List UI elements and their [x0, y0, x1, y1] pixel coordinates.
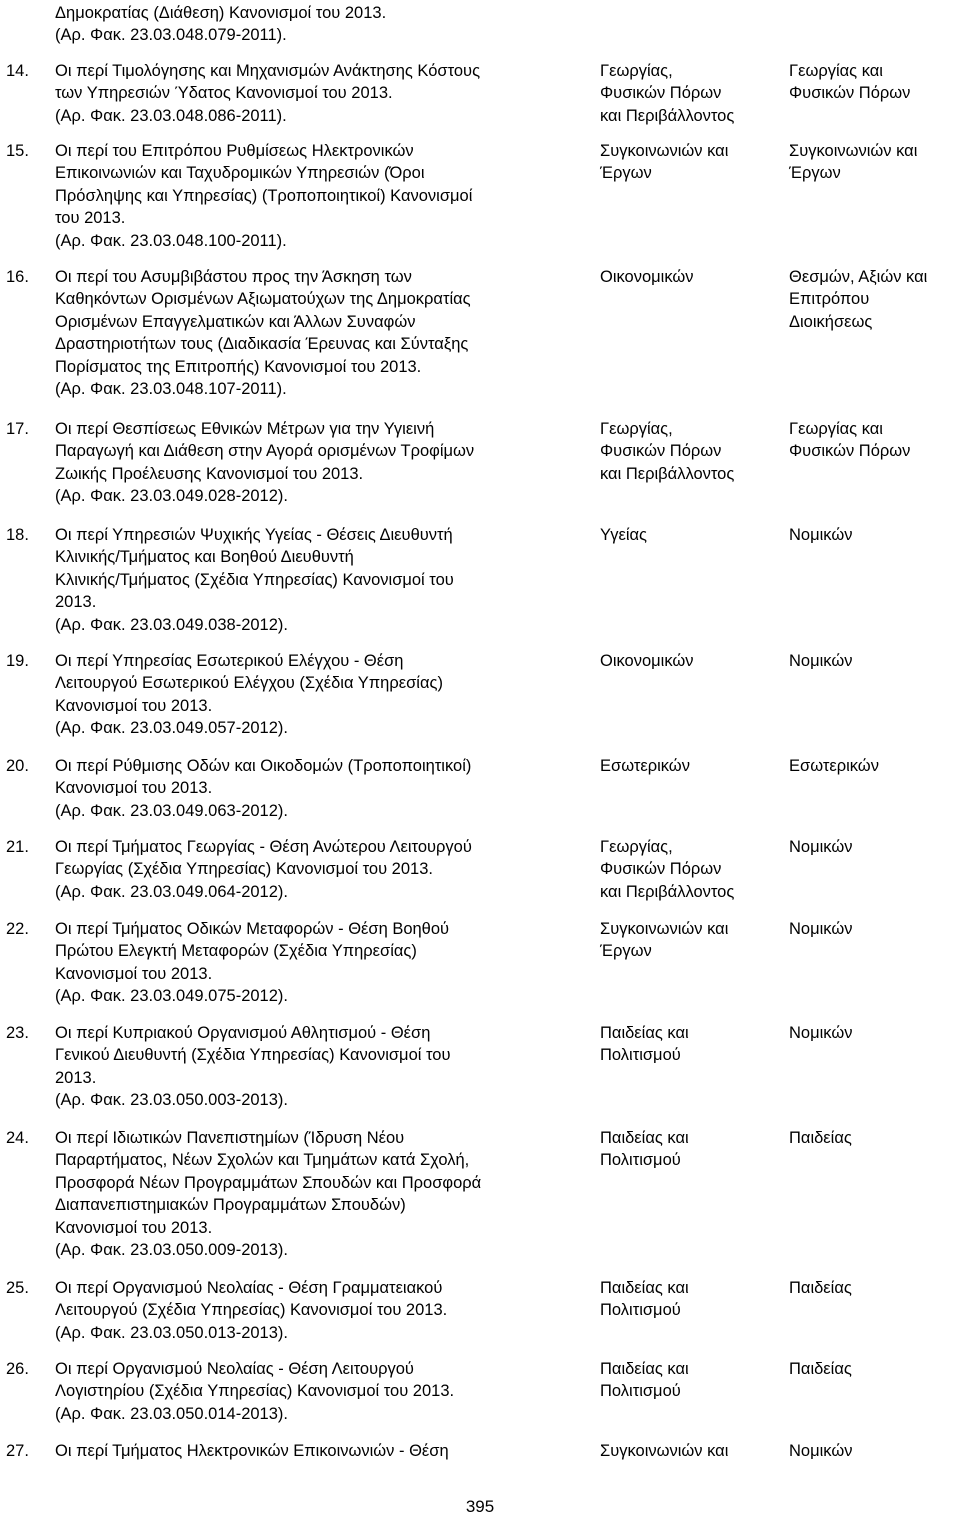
committee [789, 1127, 960, 1149]
entry-title-line: Πρόσληψης και Υπηρεσίας) (Τροποποιητικοί) Κανονισμοί [55, 186, 473, 205]
proposing-ministry-line: Παιδείας και [600, 1279, 689, 1297]
entry-number: 16. [6, 268, 29, 286]
entry-number: 22. [6, 920, 29, 938]
entry-title-line: (Αρ. Φακ. 23.03.049.075-2012). [55, 987, 288, 1006]
entry-title [55, 1277, 590, 1344]
entry-title-line: (Αρ. Φακ. 23.03.048.079-2011). [55, 26, 287, 45]
proposing-ministry-line: και Περιβάλλοντος [600, 106, 735, 125]
proposing-ministry-line: Γεωργίας, [600, 62, 673, 80]
entry-title-line: Οι περί Οργανισμού Νεολαίας - Θέση Λειτουργού [55, 1360, 414, 1378]
entry-title-line: Λειτουργού Εσωτερικού Ελέγχου (Σχέδια Υπηρεσίας) [55, 674, 443, 693]
entry-title-line: Οι περί Θεσπίσεως Εθνικών Μέτρων για την Υγιεινή [55, 420, 435, 438]
entry-title-line: (Αρ. Φακ. 23.03.048.107-2011). [55, 380, 287, 399]
proposing-ministry-line: και Περιβάλλοντος [600, 464, 735, 483]
entry-title-line: Οι περί Υπηρεσιών Ψυχικής Υγείας - Θέσεις Διευθυντή [55, 526, 453, 544]
committee-line: Φυσικών Πόρων [789, 442, 911, 461]
committee [789, 418, 960, 463]
committee-line: Νομικών [789, 526, 853, 544]
proposing-ministry-line: Παιδείας και [600, 1024, 689, 1042]
committee-line: Νομικών [789, 920, 853, 938]
entry-title-line: Οι περί Υπηρεσίας Εσωτερικού Ελέγχου - Θέση [55, 652, 404, 670]
committee [789, 1277, 960, 1299]
entry-title-line: (Αρ. Φακ. 23.03.049.038-2012). [55, 615, 288, 634]
proposing-ministry [600, 1358, 780, 1403]
entry-title-line: (Αρ. Φακ. 23.03.049.064-2012). [55, 882, 288, 901]
entry-number: 27. [6, 1442, 29, 1460]
entry-title-line: Κλινικής/Τμήματος (Σχέδια Υπηρεσίας) Κανονισμοί του [55, 570, 454, 589]
entry-title [55, 2, 590, 47]
entry-title-line: του 2013. [55, 209, 126, 228]
committee-line: Παιδείας [789, 1360, 852, 1378]
proposing-ministry-line: Παιδείας και [600, 1129, 689, 1147]
entry-title-line: (Αρ. Φακ. 23.03.049.063-2012). [55, 801, 288, 820]
entry-title-line: (Αρ. Φακ. 23.03.048.086-2011). [55, 106, 287, 125]
proposing-ministry-line: Γεωργίας, [600, 420, 673, 438]
proposing-ministry-line: Οικονομικών [600, 268, 694, 286]
proposing-ministry-line: Φυσικών Πόρων [600, 860, 722, 879]
entry-title-line: (Αρ. Φακ. 23.03.050.003-2013). [55, 1091, 288, 1110]
entry-title-line: Πορίσματος της Επιτροπής) Κανονισμοί του 2013. [55, 357, 422, 376]
committee [789, 755, 960, 777]
proposing-ministry [600, 1440, 780, 1462]
committee [789, 650, 960, 672]
proposing-ministry [600, 524, 780, 546]
entry-title [55, 755, 590, 822]
proposing-ministry [600, 266, 780, 288]
proposing-ministry-line: Συγκοινωνιών και [600, 1442, 729, 1460]
proposing-ministry [600, 418, 780, 485]
proposing-ministry-line: Έργων [600, 942, 652, 961]
proposing-ministry [600, 1127, 780, 1172]
entry-title-line: Κλινικής/Τμήματος και Βοηθού Διευθυντή [55, 548, 354, 567]
entry-number: 15. [6, 142, 29, 160]
entry-title-line: Οι περί Τμήματος Ηλεκτρονικών Επικοινωνιών - Θέση [55, 1442, 449, 1460]
entry-title-line: Παραρτήματος, Νέων Σχολών και Τμημάτων κατά Σχολή, [55, 1151, 470, 1170]
entry-title-line: Καθηκόντων Ορισμένων Αξιωματούχων της Δημοκρατίας [55, 290, 471, 309]
committee-line: Γεωργίας και [789, 420, 883, 438]
entry-title-line: Πρώτου Ελεγκτή Μεταφορών (Σχέδια Υπηρεσίας) [55, 942, 417, 961]
entry-title-line: (Αρ. Φακ. 23.03.048.100-2011). [55, 231, 287, 250]
entry-title-line: Οι περί Ιδιωτικών Πανεπιστημίων (Ίδρυση Νέου [55, 1129, 405, 1147]
entry-title-line: Προσφορά Νέων Προγραμμάτων Σπουδών και Προσφορά [55, 1173, 482, 1192]
committee-line: Παιδείας [789, 1279, 852, 1297]
proposing-ministry [600, 918, 780, 963]
committee [789, 524, 960, 546]
proposing-ministry-line: Πολιτισμού [600, 1046, 681, 1065]
entry-title [55, 650, 590, 740]
committee-line: Νομικών [789, 652, 853, 670]
proposing-ministry [600, 755, 780, 777]
entry-title-line: Κανονισμοί του 2013. [55, 964, 213, 983]
committee-line: Παιδείας [789, 1129, 852, 1147]
entry-number: 18. [6, 526, 29, 544]
entry-title-line: των Υπηρεσιών Ύδατος Κανονισμοί του 2013. [55, 84, 393, 103]
proposing-ministry-line: Φυσικών Πόρων [600, 442, 722, 461]
entry-number: 19. [6, 652, 29, 670]
entry-title-line: (Αρ. Φακ. 23.03.049.057-2012). [55, 719, 288, 738]
page-number: 395 [465, 1497, 495, 1516]
committee-line: Θεσμών, Αξιών και [789, 268, 928, 286]
entry-number: 26. [6, 1360, 29, 1378]
committee-line: Γεωργίας και [789, 62, 883, 80]
proposing-ministry [600, 140, 780, 185]
committee-line: Διοικήσεως [789, 312, 873, 331]
entry-title-line: Κανονισμοί του 2013. [55, 1218, 213, 1237]
entry-title-line: Οι περί του Επιτρόπου Ρυθμίσεως Ηλεκτρονικών [55, 142, 414, 160]
proposing-ministry [600, 1277, 780, 1322]
entry-title-line: (Αρ. Φακ. 23.03.050.014-2013). [55, 1404, 288, 1423]
committee [789, 918, 960, 940]
entry-title-line: Οι περί του Ασυμβιβάστου προς την Άσκηση των [55, 268, 412, 286]
entry-title-line: Δραστηριοτήτων τους (Διαδικασία Έρευνας και Σύνταξης [55, 335, 469, 354]
entry-title-line: Οι περί Τιμολόγησης και Μηχανισμών Ανάκτησης Κόστους [55, 62, 481, 80]
proposing-ministry-line: Υγείας [600, 526, 647, 544]
proposing-ministry [600, 650, 780, 672]
committee-line: Νομικών [789, 838, 853, 856]
entry-title-line: Λογιστηρίου (Σχέδια Υπηρεσίας) Κανονισμοί του 2013. [55, 1382, 455, 1401]
committee-line: Εσωτερικών [789, 757, 879, 775]
committee [789, 1358, 960, 1380]
committee [789, 1022, 960, 1044]
proposing-ministry-line: Συγκοινωνιών και [600, 142, 729, 160]
entry-title [55, 1022, 590, 1112]
entry-title-line: (Αρ. Φακ. 23.03.049.028-2012). [55, 487, 288, 506]
committee-line: Συγκοινωνιών και [789, 142, 918, 160]
committee [789, 266, 960, 333]
proposing-ministry-line: Πολιτισμού [600, 1382, 681, 1401]
entry-title-line: Παραγωγή και Διάθεση στην Αγορά ορισμένων Τροφίμων [55, 442, 475, 461]
committee-line: Έργων [789, 164, 841, 183]
proposing-ministry-line: Παιδείας και [600, 1360, 689, 1378]
entry-title-line: Ζωικής Προέλευσης Κανονισμοί του 2013. [55, 464, 364, 483]
proposing-ministry-line: Εσωτερικών [600, 757, 690, 775]
entry-title-line: Κανονισμοί του 2013. [55, 696, 213, 715]
committee [789, 1440, 960, 1462]
entry-title [55, 1358, 590, 1425]
entry-title-line: Δημοκρατίας (Διάθεση) Κανονισμοί του 2013. [55, 4, 387, 22]
entry-number: 20. [6, 757, 29, 775]
entry-title-line: Οι περί Κυπριακού Οργανισμού Αθλητισμού - Θέση [55, 1024, 431, 1042]
proposing-ministry [600, 836, 780, 903]
entry-number: 24. [6, 1129, 29, 1147]
entry-title-line: 2013. [55, 593, 97, 612]
proposing-ministry-line: Γεωργίας, [600, 838, 673, 856]
entry-number: 25. [6, 1279, 29, 1297]
entry-title-line: Οι περί Ρύθμισης Οδών και Οικοδομών (Τροποποιητικοί) [55, 757, 472, 775]
entry-title-line: Γενικού Διευθυντή (Σχέδια Υπηρεσίας) Κανονισμοί του [55, 1046, 451, 1065]
committee-line: Νομικών [789, 1024, 853, 1042]
entry-title-line: (Αρ. Φακ. 23.03.050.013-2013). [55, 1323, 288, 1342]
entry-title-line: Λειτουργού (Σχέδια Υπηρεσίας) Κανονισμοί του 2013. [55, 1301, 448, 1320]
proposing-ministry [600, 60, 780, 127]
entry-number: 17. [6, 420, 29, 438]
entry-title-line: (Αρ. Φακ. 23.03.050.009-2013). [55, 1241, 288, 1260]
proposing-ministry-line: Οικονομικών [600, 652, 694, 670]
entry-title-line: Γεωργίας (Σχέδια Υπηρεσίας) Κανονισμοί του 2013. [55, 860, 433, 879]
proposing-ministry [600, 1022, 780, 1067]
proposing-ministry-line: Φυσικών Πόρων [600, 84, 722, 103]
entry-number: 21. [6, 838, 29, 856]
committee [789, 60, 960, 105]
entry-title [55, 60, 590, 127]
entry-title-line: Οι περί Τμήματος Οδικών Μεταφορών - Θέση Βοηθού [55, 920, 450, 938]
entry-number: 23. [6, 1024, 29, 1042]
entry-title [55, 1440, 590, 1462]
entry-title [55, 266, 590, 400]
entry-title-line: Οι περί Τμήματος Γεωργίας - Θέση Ανώτερου Λειτουργού [55, 838, 472, 856]
entry-title [55, 836, 590, 903]
entry-number: 14. [6, 62, 29, 80]
entry-title [55, 918, 590, 1008]
entry-title [55, 140, 590, 252]
entry-title [55, 1127, 590, 1261]
entry-title-line: 2013. [55, 1068, 97, 1087]
proposing-ministry-line: Πολιτισμού [600, 1151, 681, 1170]
committee-line: Νομικών [789, 1442, 853, 1460]
proposing-ministry-line: Συγκοινωνιών και [600, 920, 729, 938]
proposing-ministry-line: Έργων [600, 164, 652, 183]
entry-title-line: Ορισμένων Επαγγελματικών και Άλλων Συναφών [55, 312, 416, 331]
committee [789, 836, 960, 858]
committee [789, 140, 960, 185]
entry-title [55, 418, 590, 508]
committee-line: Επιτρόπου [789, 290, 870, 309]
entry-title [55, 524, 590, 636]
entry-title-line: Κανονισμοί του 2013. [55, 779, 213, 798]
entry-title-line: Οι περί Οργανισμού Νεολαίας - Θέση Γραμματειακού [55, 1279, 443, 1297]
entry-title-line: Διαπανεπιστημιακών Προγραμμάτων Σπουδών) [55, 1196, 406, 1215]
proposing-ministry-line: και Περιβάλλοντος [600, 882, 735, 901]
committee-line: Φυσικών Πόρων [789, 84, 911, 103]
proposing-ministry-line: Πολιτισμού [600, 1301, 681, 1320]
entry-title-line: Επικοινωνιών και Ταχυδρομικών Υπηρεσιών (Όροι [55, 164, 425, 183]
